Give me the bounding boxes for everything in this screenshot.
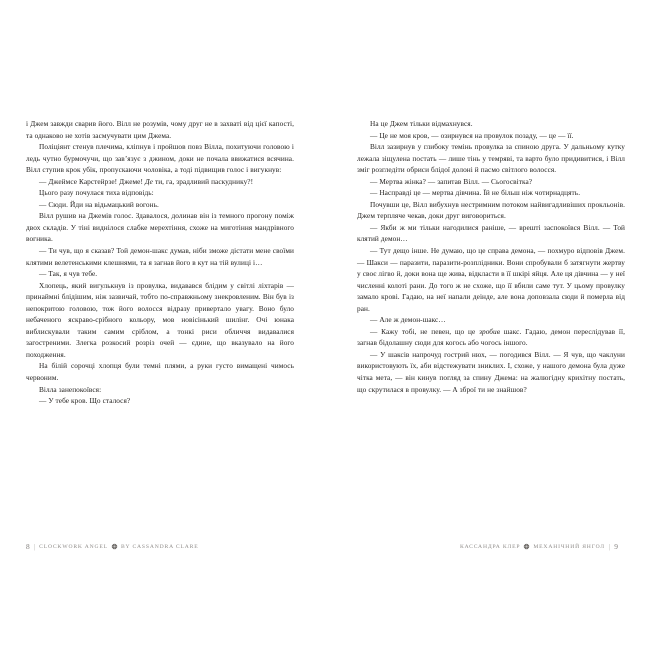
- body-text: — Це не моя кров, — озирнувся на провулок позаду, — це — її.: [370, 130, 574, 140]
- paragraph: [26, 118, 294, 141]
- right-page-text-block: [357, 118, 625, 395]
- body-text: Цього разу почулася тиха відповідь:: [39, 188, 154, 198]
- body-text: шакс. Гадаю, демон переслідував її, загнав бідолашну сюди для когось або чогось іншого.: [357, 326, 625, 348]
- left-footer-title: CLOCKWORK ANGEL: [39, 543, 108, 550]
- body-text: Вілла занепокоївся:: [39, 384, 102, 394]
- right-footer-author: КАССАНДРА КЛЕР: [459, 543, 521, 550]
- paragraph: [357, 245, 625, 314]
- emphasis-text: зробив: [479, 326, 500, 336]
- body-text: — Ти чув, що я сказав? Той демон-шакс думав, ніби зможе дістати мене своїми клятими велетенськими клешнями, та я загнав його в кут на тій вулиці і…: [26, 246, 294, 267]
- body-text: Почувши це, Вілл вибухнув нестримним потоком найвигадливіших прокльонів. Джем терпляче чекав, доки друг виговориться.: [357, 199, 625, 221]
- body-text: Хлопець, який вигулькнув із провулка, видавався блідим у світлі ліхтарів — принаймні блідішим, ніж зазвичай, тобто по-справжньому знекровленим. Він був із непокритою головою, тож його волосся відразу привертало увагу. Воно було небаченого яскраво-срібного кольору, мов новісінький шилінг. Очі юнака виблискували таким самим сріблом, а тонкі риси обличчя видавалися загостреними. Злегка розкосий розріз очей — єдине, що вказувало на його походження.: [26, 280, 294, 359]
- paragraph: [26, 187, 294, 199]
- body-text: На це Джем тільки відмахнувся.: [370, 119, 473, 128]
- paragraph: [357, 176, 625, 188]
- paragraph: [357, 222, 625, 245]
- body-text: На білій сорочці хлопця були темні плями, а руки густо вимащені чимось червоним.: [26, 361, 294, 383]
- paragraph: [357, 141, 625, 176]
- paragraph: [26, 384, 294, 396]
- left-page-text-block: [26, 118, 294, 407]
- paragraph: [26, 141, 294, 176]
- paragraph: [26, 199, 294, 211]
- body-text: — У тебе кров. Що сталося?: [39, 396, 131, 406]
- body-text: — Якби ж ми тільки нагодилися раніше, — врешті заспокоївся Вілл. — Той клятий демон…: [357, 222, 625, 244]
- body-text: — Джеймсе Карстейрзе! Джеме!: [39, 176, 145, 186]
- left-page-number: 8: [26, 542, 30, 551]
- body-text: і Джем завжди сварив його. Вілл не розумів, чому друг не в захваті від цієї капості, та однаково не хотів засмучувати цим Джема.: [26, 119, 294, 140]
- paragraph: [357, 349, 625, 395]
- body-text: Вілл зазирнув у глибоку темінь провулка за спиною друга. У дальньому кутку лежала зіщулена постать — лише тінь у темряві, та варто було придивитися, і Вілл зміг розгледіти обриси блідої долоні й пасмо світлого волосся.: [357, 142, 625, 175]
- gear-icon: [523, 543, 530, 550]
- paragraph: [357, 187, 625, 199]
- right-page-footer: [460, 542, 618, 551]
- paragraph: [357, 199, 625, 222]
- body-text: — Кажу тобі, не певен, що це: [370, 326, 480, 336]
- left-footer-author: BY CASSANDRA CLARE: [120, 543, 199, 550]
- body-text: — У шаксів напрочуд гострий нюх, — погодився Вілл. — Я чув, що чаклуни використовують їх, аби відстежувати зниклих. І, схоже, у нашого демона була дуже чітка мета, — він кинув погляд за спину Джема: на жалюгідну крихітну постать, що скрутилася в провулку. — А зброї ти не знайшов?: [357, 349, 625, 394]
- gear-icon: [111, 543, 118, 550]
- body-text: — Так, я чув тебе.: [39, 269, 98, 279]
- right-footer-title: МЕХАНІЧНИЙ ЯНГОЛ: [533, 543, 605, 550]
- paragraph: [357, 326, 625, 349]
- body-text: — Сюди. Йди на відьмацький вогонь.: [39, 199, 159, 209]
- left-footer-separator: |: [33, 542, 36, 551]
- body-text: — Тут дещо інше. Не думаю, що це справа демона, — похмуро відповів Джем. — Шакси — паразити, паразити-розплідники. Вони спробували б затягнути жертву у своє лігво й, доки вона ще жива, відкласти в її шкірі яйця. Але ця дівчина — у неї численні колоті рани. До того ж не схоже, що її вбили саме тут. У цьому провулку замало крові. Гадаю, на неї напали деінде, але вона доповзала сюди й померла від ран.: [357, 246, 625, 313]
- paragraph: [26, 395, 294, 407]
- paragraph: [26, 245, 294, 268]
- body-text: Вілл рушив на Джемів голос. Здавалося, долинав він із темного прогону поміж двох складів. У тіні виднілося слабке мерехтіння, схоже на миготіння мандрівного вогника.: [26, 211, 294, 244]
- right-page-number: 9: [614, 542, 618, 551]
- paragraph: [357, 314, 625, 326]
- paragraph: [357, 130, 625, 142]
- paragraph: [357, 118, 625, 130]
- left-page-footer: [26, 542, 199, 551]
- paragraph: [26, 280, 294, 361]
- body-text: — Насправді це — мертва дівчина. Їй не більш ніж чотирнадцять.: [370, 188, 581, 198]
- paragraph: [26, 268, 294, 280]
- body-text: ти, га, зрадливий паскуднику?!: [152, 176, 254, 186]
- paragraph: [26, 360, 294, 383]
- right-footer-separator: |: [608, 542, 611, 551]
- body-text: — Мертва жінка? — запитав Вілл. — Сьогосвітка?: [370, 176, 533, 186]
- paragraph: [26, 210, 294, 245]
- paragraph: [26, 176, 294, 188]
- emphasis-text: Де: [144, 176, 153, 186]
- body-text: — Але ж демон-шакс…: [370, 315, 446, 325]
- right-page: [325, 0, 650, 650]
- body-text: Поліціянт стенув плечима, кліпнув і пройшов повз Вілла, похитуючи головою і ледь чутно бурмочучи, що зав’язує з джином, доки не почала ввижатися всячина. Вілл ступив крок убік, пропускаючи чоловіка, а тоді підвищив голос і вигукнув:: [26, 142, 294, 175]
